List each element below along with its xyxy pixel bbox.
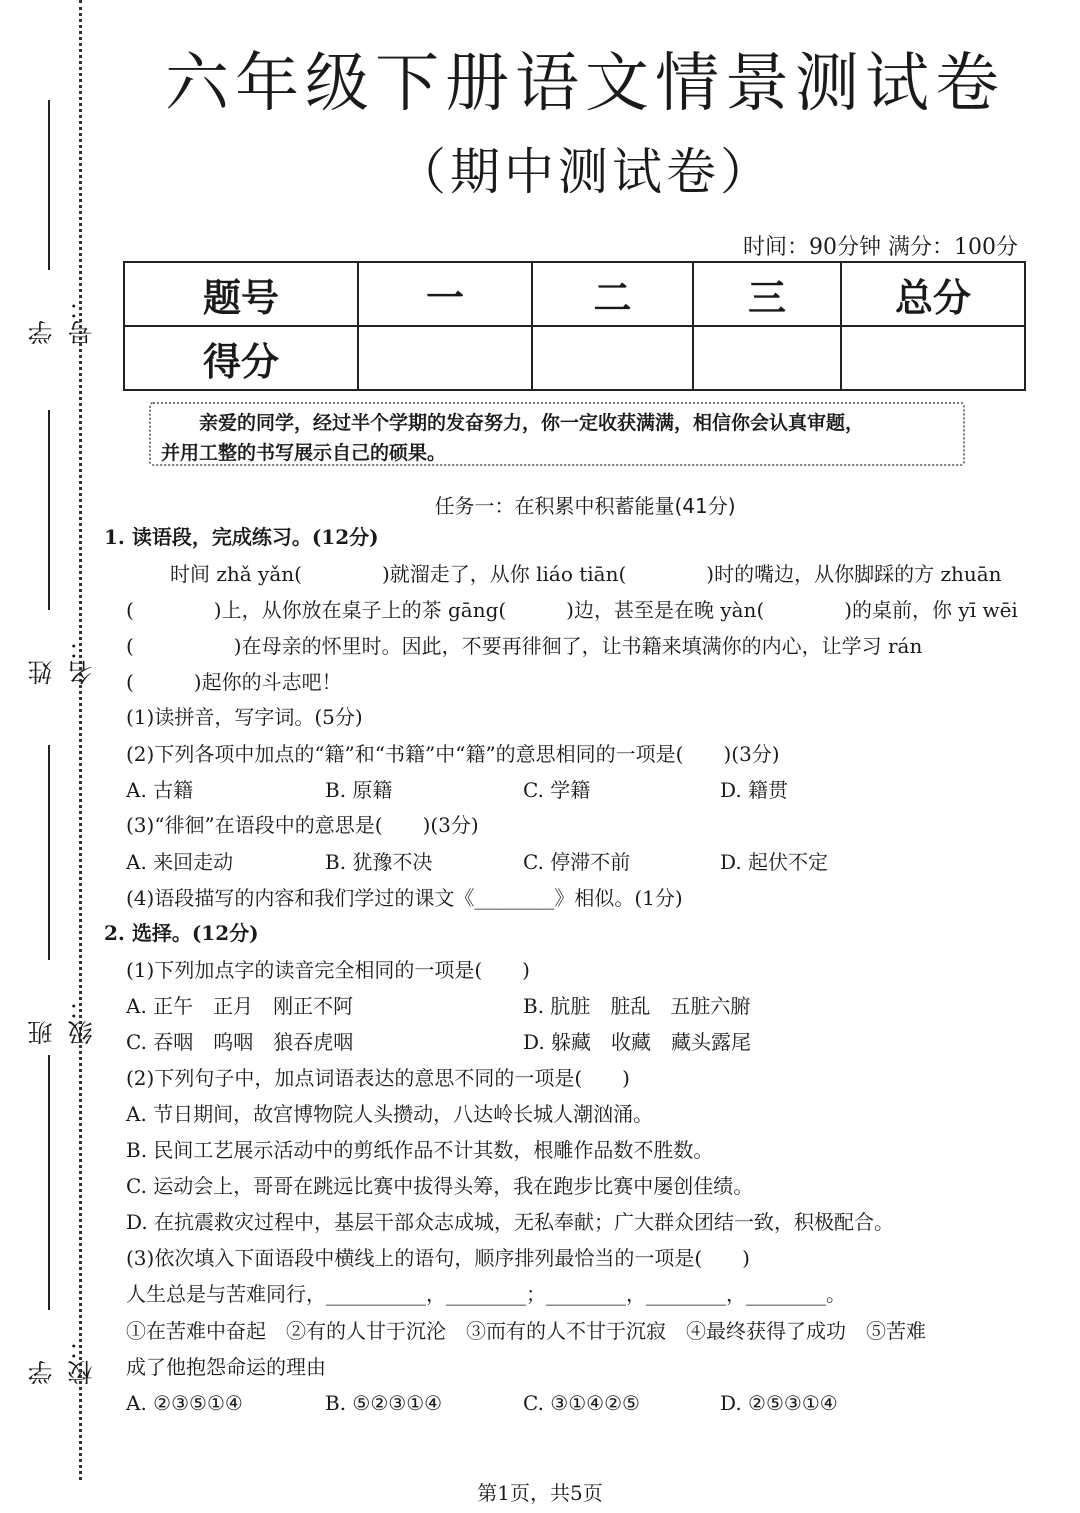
- option-c[interactable]: C. ③①④②⑤: [523, 1391, 640, 1415]
- passage-line: ①在苦难中奋起 ②有的人甘于沉沦 ③而有的人不甘于沉寂 ④最终获得了成功 ⑤苦难: [126, 1319, 926, 1343]
- score-header-cell: 一: [358, 262, 532, 326]
- option-a[interactable]: A. 古籍: [126, 778, 194, 802]
- student-id-blank[interactable]: [48, 100, 50, 270]
- class-blank[interactable]: [48, 745, 50, 960]
- score-cell-3[interactable]: [693, 326, 841, 390]
- sub-question: (2)下列各项中加点的“籍”和“书籍”中“籍”的意思相同的一项是( )(3分): [126, 742, 780, 766]
- passage-line: 时间 zhǎ yǎn( )就溜走了，从你 liáo tiān( )时的嘴边，从你脚踩的方 zhuān: [170, 562, 1002, 586]
- sub-question: (1)下列加点字的读音完全相同的一项是( ): [126, 958, 530, 982]
- score-header-cell: 三: [693, 262, 841, 326]
- option-c[interactable]: C. 学籍: [523, 778, 591, 802]
- question-heading: 1. 读语段，完成练习。(12分): [104, 525, 379, 549]
- score-table: [123, 261, 1026, 391]
- option-a[interactable]: A. 正午 正月 刚正不阿: [126, 994, 354, 1018]
- score-cell-total[interactable]: [841, 326, 1025, 390]
- option-d[interactable]: D. 躲藏 收藏 藏头露尾: [523, 1030, 752, 1054]
- option-d[interactable]: D. 起伏不定: [720, 850, 829, 874]
- page-title: 六年级下册语文情景测试卷: [165, 47, 1005, 121]
- side-label-name: 姓名：: [27, 635, 96, 685]
- sub-question: (2)下列句子中，加点词语表达的意思不同的一项是( ): [126, 1066, 630, 1090]
- option-a[interactable]: A. 节日期间，故宫博物院人头攒动，八达岭长城人潮汹涌。: [126, 1102, 654, 1126]
- score-table-header-row: [124, 262, 1025, 326]
- option-d[interactable]: D. 在抗震救灾过程中，基层干部众志成城，无私奉献；广大群众团结一致，积极配合。: [126, 1210, 895, 1234]
- passage-line: 人生总是与苦难同行，__________，________；________，________，________。: [126, 1282, 846, 1306]
- score-header-cell: 题号: [124, 262, 358, 326]
- passage-line: ( )上，从你放在桌子上的茶 gāng( )边，甚至是在晚 yàn( )的桌前，你 yī wēi: [126, 598, 1018, 622]
- page-footer: 第1页，共5页: [477, 1481, 603, 1505]
- side-label-student-id: 学号：: [27, 295, 96, 345]
- option-b[interactable]: B. 肮脏 脏乱 五脏六腑: [523, 994, 751, 1018]
- passage-line: 成了他抱怨命运的理由: [126, 1355, 326, 1379]
- notice-box: [149, 402, 965, 466]
- score-cell-2[interactable]: [532, 326, 693, 390]
- task-heading: 任务一：在积累中积蓄能量(41分): [434, 494, 736, 518]
- option-b[interactable]: B. 原籍: [325, 778, 393, 802]
- option-b[interactable]: B. 犹豫不决: [325, 850, 433, 874]
- score-row-label: 得分: [124, 326, 358, 390]
- name-blank[interactable]: [48, 410, 50, 610]
- sub-question: (3)“徘徊”在语段中的意思是( )(3分): [126, 813, 479, 837]
- exam-meta: 时间：90分钟 满分：100分: [743, 235, 1018, 260]
- option-b[interactable]: B. ⑤②③①④: [325, 1391, 443, 1415]
- binding-dotted-line: [79, 0, 82, 1480]
- option-a[interactable]: A. ②③⑤①④: [126, 1391, 243, 1415]
- option-c[interactable]: C. 停滞不前: [523, 850, 631, 874]
- notice-line: 亲爱的同学，经过半个学期的发奋努力，你一定收获满满，相信你会认真审题，: [199, 412, 865, 434]
- school-blank[interactable]: [48, 1055, 50, 1310]
- sub-question: (1)读拼音，写字词。(5分): [126, 705, 363, 729]
- score-header-cell: 总分: [841, 262, 1025, 326]
- side-label-school: 学校：: [27, 1335, 96, 1385]
- option-d[interactable]: D. 籍贯: [720, 778, 789, 802]
- option-c[interactable]: C. 运动会上，哥哥在跳远比赛中拔得头筹，我在跑步比赛中屡创佳绩。: [126, 1174, 754, 1198]
- side-label-class: 班级：: [27, 995, 96, 1045]
- score-header-cell: 二: [532, 262, 693, 326]
- passage-line: ( )在母亲的怀里时。因此，不要再徘徊了，让书籍来填满你的内心，让学习 rán: [126, 634, 923, 658]
- score-cell-1[interactable]: [358, 326, 532, 390]
- question-heading: 2. 选择。(12分): [104, 921, 259, 945]
- option-c[interactable]: C. 吞咽 呜咽 狼吞虎咽: [126, 1030, 354, 1054]
- option-b[interactable]: B. 民间工艺展示活动中的剪纸作品不计其数，根雕作品数不胜数。: [126, 1138, 714, 1162]
- option-a[interactable]: A. 来回走动: [126, 850, 234, 874]
- page-subtitle: （期中测试卷）: [396, 143, 774, 201]
- sub-question: (4)语段描写的内容和我们学过的课文《________》相似。(1分): [126, 886, 683, 910]
- score-table-score-row: [124, 326, 1025, 390]
- passage-line: ( )起你的斗志吧！: [126, 670, 342, 694]
- sub-question: (3)依次填入下面语段中横线上的语句，顺序排列最恰当的一项是( ): [126, 1246, 750, 1270]
- notice-line: 并用工整的书写展示自己的硕果。: [161, 442, 447, 464]
- option-d[interactable]: D. ②⑤③①④: [720, 1391, 838, 1415]
